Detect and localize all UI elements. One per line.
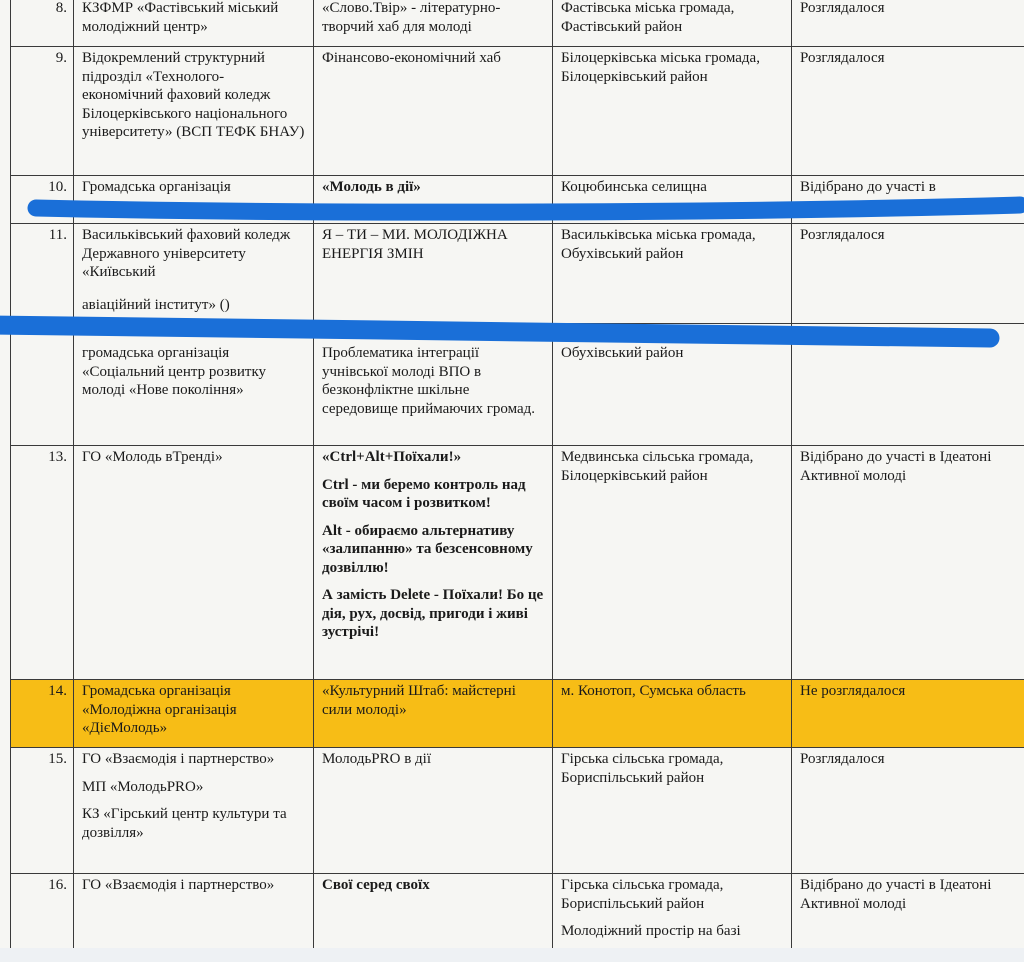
project-name: Я – ТИ – МИ. МОЛОДІЖНА ЕНЕРГІЯ ЗМІН [322,227,508,262]
organization-name: Відокремлений структурний підрозділ «Технолого-економічний фаховий коледж Білоцерківського національного університету» (ВСП ТЕФК БНАУ) [82,50,305,140]
organization-cell [74,446,314,680]
organization-cell [74,47,314,176]
status-cell: Відібрано до участі в [792,176,1024,224]
table-row [11,748,1024,874]
location-text: Гірська сільська громада, Бориспільський район [561,751,724,786]
location-cell [553,176,792,224]
organization-name: ГО «Молодь вТренді» [82,449,223,465]
project-cell [314,680,553,748]
status-cell: Відібрано до участі в Ідеатоні Активної молоді [792,874,1024,962]
status-cell: Розглядалося [792,47,1024,176]
project-cell [314,446,553,680]
location-text: Молодіжний простір на базі [561,923,741,939]
location-text: м. Конотоп, Сумська область [561,683,746,699]
project-name: «Слово.Твір» - літературно-творчий хаб для молоді [322,0,501,35]
project-cell [314,0,553,47]
location-cell [553,446,792,680]
project-description: Ctrl - ми беремо контроль над своїм часом і розвитком! [322,476,526,511]
project-cell [314,324,553,446]
status-cell: Розглядалося [792,224,1024,324]
organization-cell [74,176,314,224]
project-cell [314,224,553,324]
project-name: «Культурний Штаб: майстерні сили молоді» [322,683,516,718]
project-cell [314,176,553,224]
location-cell [553,748,792,874]
organization-name: КЗФМР «Фастівський міський молодіжний центр» [82,0,279,35]
organization-name: КЗ «Гірський центр культури та дозвілля» [82,806,287,841]
row-number [11,324,74,446]
status-cell: Відібрано до участі в Ідеатоні Активної молоді [792,446,1024,680]
bottom-edge [0,948,1024,962]
project-name: Фінансово-економічний хаб [322,50,501,66]
organization-cell [74,748,314,874]
location-text: Васильківська міська громада, Обухівський район [561,227,756,262]
project-name: МолодьPRO в дії [322,751,432,767]
applications-table [10,0,1024,962]
project-description: А замість Delete - Поїхали! Бо це дія, рух, досвід, пригоди і живі зустрічі! [322,587,544,640]
status-cell: Розглядалося [792,0,1024,47]
table-row [11,47,1024,176]
location-cell [553,224,792,324]
organization-cell [74,324,314,446]
project-name: «Молодь в дії» [322,179,421,195]
row-number: 9. [11,47,74,176]
row-number: 16. [11,874,74,962]
project-name: Проблематика інтеграції учнівської молоді ВПО в безконфліктне шкільне середовище приймаючих громад. [322,345,536,417]
table-row [11,446,1024,680]
organization-name-continued: авіаційний інститут» () [82,296,230,313]
location-cell [553,324,792,446]
project-cell [314,47,553,176]
table-row [11,224,1024,324]
status-cell [792,324,1024,446]
project-name: Свої серед своїх [322,877,430,893]
organization-cell [74,0,314,47]
location-text: Обухівський район [561,345,684,361]
table-row [11,176,1024,224]
organization-name: Громадська організація [82,179,231,195]
organization-cell [74,224,314,324]
row-number: 14. [11,680,74,748]
location-cell [553,47,792,176]
table-row [11,0,1024,47]
organization-name: Громадська організація «Молодіжна організація «ДієМолодь» [82,683,237,736]
location-text: Коцюбинська селищна [561,179,707,195]
organization-name: ГО «Взаємодія і партнерство» [82,877,275,893]
organization-name: МП «МолодьPRO» [82,778,204,795]
location-text: Фастівська міська громада, Фастівський район [561,0,735,35]
location-text: Гірська сільська громада, Бориспільський район [561,877,724,912]
organization-cell [74,680,314,748]
status-cell: Розглядалося [792,748,1024,874]
organization-name: Васильківський фаховий коледж Державного університету «Київський [82,227,291,280]
row-number: 15. [11,748,74,874]
status-cell: Не розглядалося [792,680,1024,748]
table-row [11,324,1024,446]
row-number: 10. [11,176,74,224]
row-number: 13. [11,446,74,680]
project-name: «Ctrl+Alt+Поїхали!» [322,449,462,465]
organization-name: ГО «Взаємодія і партнерство» [82,751,275,767]
project-cell [314,748,553,874]
location-text: Медвинська сільська громада, Білоцерківський район [561,449,754,484]
organization-name: громадська організація «Соціальний центр розвитку молоді «Нове покоління» [82,345,267,398]
project-description: Alt - обираємо альтернативу «залипанню» та безсенсовному дозвіллю! [322,522,533,576]
location-cell [553,0,792,47]
table-row-highlighted [11,680,1024,748]
row-number: 11. [11,224,74,324]
location-text: Білоцерківська міська громада, Білоцерківський район [561,50,760,85]
location-cell [553,680,792,748]
row-number: 8. [11,0,74,47]
